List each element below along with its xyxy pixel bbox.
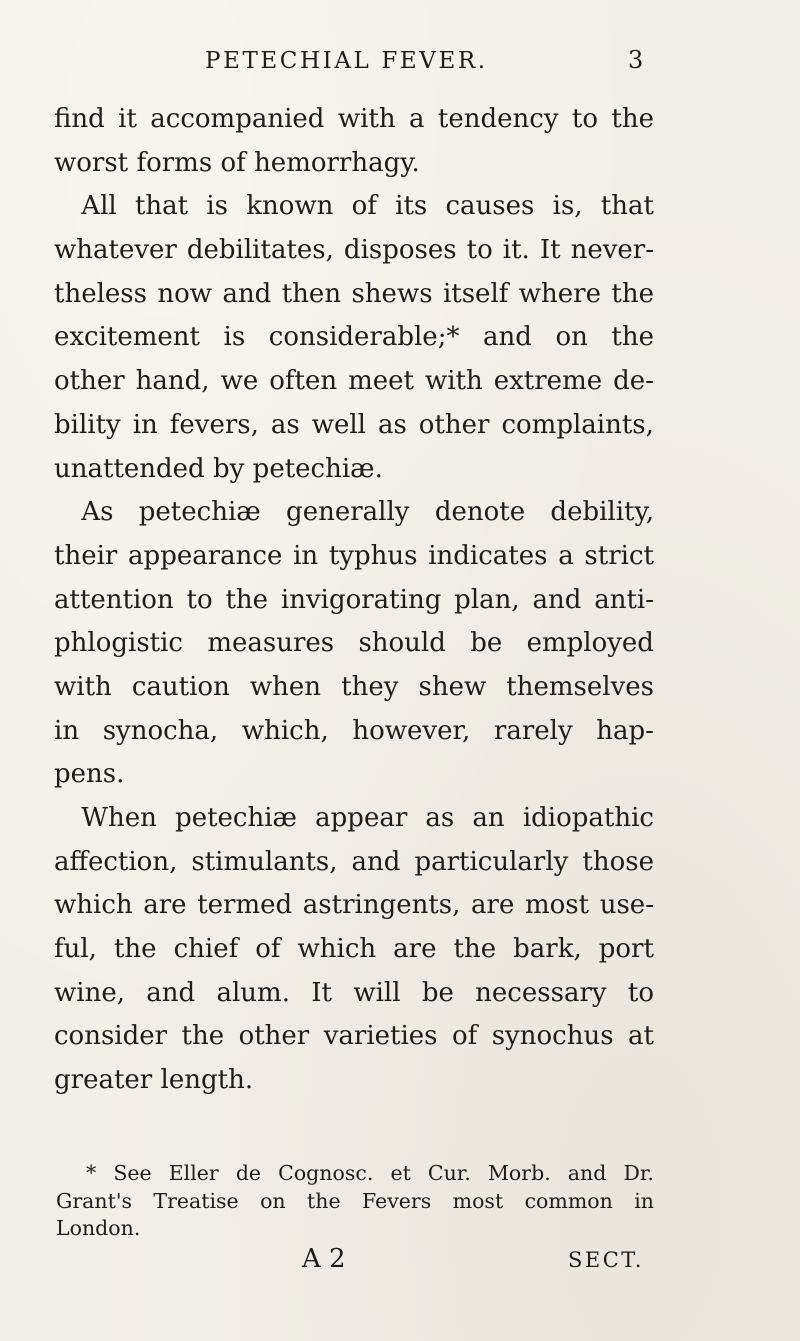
- text-line: in synocha, which, however, rarely hap-: [54, 715, 654, 746]
- text-line: ful, the chief of which are the bark, port: [54, 934, 654, 965]
- text-line: with caution when they shew themselves: [54, 671, 654, 702]
- text-line: consider the other varieties of synochus at: [54, 1021, 654, 1052]
- text-line: wine, and alum. It will be necessary to: [54, 977, 654, 1008]
- running-head: PETECHIAL FEVER.: [205, 48, 488, 74]
- text-line: greater length.: [54, 1065, 254, 1096]
- text-line: affection, stimulants, and particularly those: [54, 846, 654, 877]
- catchword: SECT.: [568, 1248, 644, 1272]
- text-line: All that is known of its causes is, that: [81, 191, 654, 222]
- text-line: excitement is considerable;* and on the: [54, 322, 654, 353]
- page-number: 3: [628, 46, 644, 74]
- signature-mark: A 2: [302, 1244, 346, 1274]
- footnote: [56, 1160, 654, 1243]
- text-line: theless now and then shews itself where the: [54, 278, 654, 309]
- text-line: whatever debilitates, disposes to it. It never-: [54, 235, 654, 266]
- text-line: their appearance in typhus indicates a strict: [54, 540, 654, 571]
- footnote-line: Grant's Treatise on the Fevers most common in: [56, 1188, 654, 1213]
- text-line: unattended by petechiæ.: [54, 453, 383, 484]
- text-line: which are termed astringents, are most use-: [54, 890, 654, 921]
- text-line: As petechiæ generally denote debility,: [81, 497, 654, 528]
- text-line: phlogistic measures should be employed: [54, 628, 654, 659]
- text-line: find it accompanied with a tendency to the: [54, 104, 654, 134]
- footnote-line: London.: [56, 1216, 141, 1240]
- text-line: pens.: [54, 759, 125, 790]
- text-line: When petechiæ appear as an idiopathic: [81, 803, 654, 833]
- text-line: other hand, we often meet with extreme de-: [54, 366, 654, 397]
- body-text: [54, 98, 654, 1103]
- footnote-line: * See Eller de Cognosc. et Cur. Morb. and Dr.: [86, 1161, 654, 1185]
- text-line: bility in fevers, as well as other complaints,: [54, 409, 654, 440]
- text-line: worst forms of hemorrhagy.: [54, 147, 420, 178]
- text-line: attention to the invigorating plan, and anti-: [54, 584, 654, 615]
